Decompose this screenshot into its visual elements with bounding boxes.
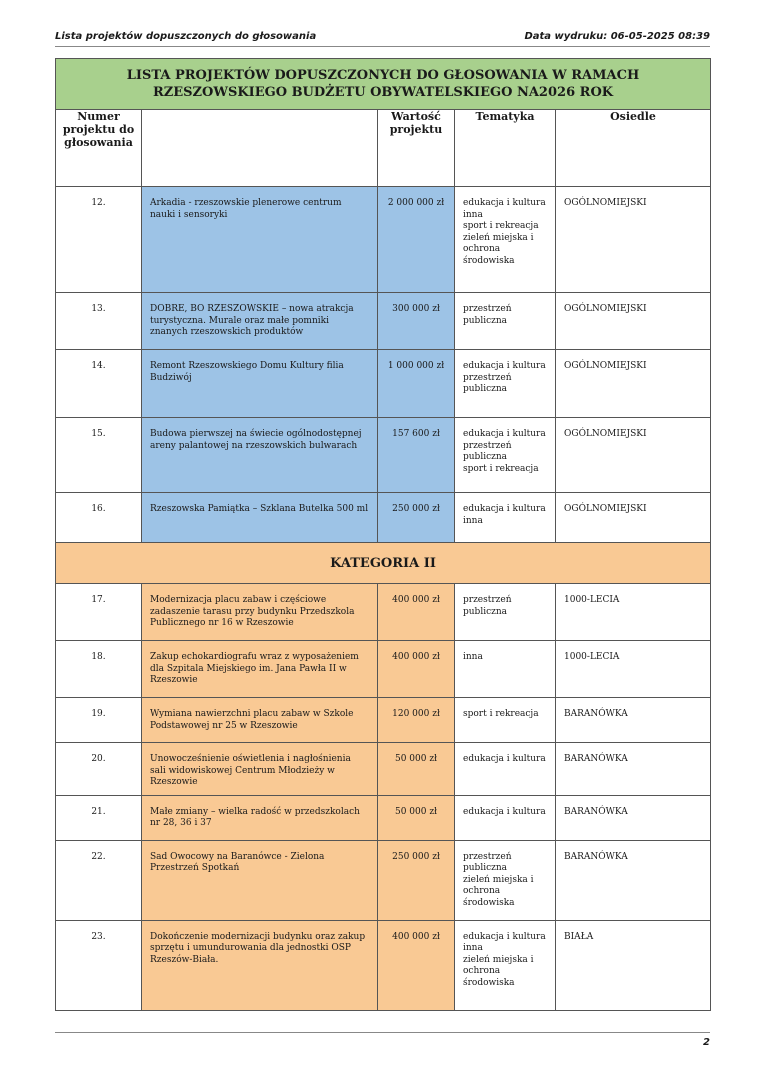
project-number: 21. xyxy=(56,795,142,840)
table-title: LISTA PROJEKTÓW DOPUSZCZONYCH DO GŁOSOWANIA W RAMACH RZESZOWSKIEGO BUDŻETU OBYWATELSKIEGO NA2026 ROK xyxy=(56,59,711,110)
project-value: 50 000 zł xyxy=(378,795,455,840)
topic-item: inna xyxy=(463,652,483,662)
table-row xyxy=(56,795,711,840)
project-name: Zakup echokardiografu wraz z wyposażeniem dla Szpitala Miejskiego im. Jana Pawła II w Rzeszowie xyxy=(142,641,378,698)
project-number: 20. xyxy=(56,743,142,796)
topic-item: przestrzeń publiczna xyxy=(463,440,512,462)
project-topics xyxy=(455,743,556,796)
project-value: 1 000 000 zł xyxy=(378,350,455,418)
project-number: 18. xyxy=(56,641,142,698)
topic-item: przestrzeń publiczna xyxy=(463,372,512,394)
project-name: Wymiana nawierzchni placu zabaw w Szkole Podstawowej nr 25 w Rzeszowie xyxy=(142,698,378,743)
project-name: Arkadia - rzeszowskie plenerowe centrum nauki i sensoryki xyxy=(142,187,378,293)
project-name: Rzeszowska Pamiątka – Szklana Butelka 500 ml xyxy=(142,493,378,543)
project-value: 400 000 zł xyxy=(378,920,455,1010)
col-value-header: Wartość projektu xyxy=(378,110,455,187)
topic-item: przestrzeń publiczna xyxy=(463,595,512,617)
category-label: KATEGORIA II xyxy=(56,543,711,584)
project-name: Modernizacja placu zabaw i częściowe zadaszenie tarasu przy budynku Przedszkola Publicznego nr 16 w Rzeszowie xyxy=(142,584,378,641)
topic-item: przestrzeń publiczna xyxy=(463,304,512,326)
project-number: 15. xyxy=(56,418,142,493)
project-topics xyxy=(455,795,556,840)
project-value: 157 600 zł xyxy=(378,418,455,493)
project-number: 22. xyxy=(56,840,142,920)
project-number: 16. xyxy=(56,493,142,543)
column-headers xyxy=(56,110,711,187)
project-topics xyxy=(455,641,556,698)
project-value: 2 000 000 zł xyxy=(378,187,455,293)
project-topics xyxy=(455,493,556,543)
topic-item: edukacja i kultura xyxy=(463,931,546,942)
topic-item: edukacja i kultura xyxy=(463,429,546,439)
table-row xyxy=(56,293,711,350)
project-number: 19. xyxy=(56,698,142,743)
project-district: BARANÓWKA xyxy=(556,698,711,743)
table-row xyxy=(56,584,711,641)
col-name-header xyxy=(142,110,378,187)
project-number: 17. xyxy=(56,584,142,641)
project-topics xyxy=(455,584,556,641)
projects-table xyxy=(55,58,711,1011)
project-number: 14. xyxy=(56,350,142,418)
project-value: 50 000 zł xyxy=(378,743,455,796)
project-topics xyxy=(455,418,556,493)
page-header xyxy=(55,31,710,45)
document-title: Lista projektów dopuszczonych do głosowania xyxy=(55,31,317,42)
topic-item: edukacja i kultura xyxy=(463,806,546,817)
category-row xyxy=(56,543,711,584)
table-row xyxy=(56,641,711,698)
project-value: 120 000 zł xyxy=(378,698,455,743)
project-name: Budowa pierwszej na świecie ogólnodostępnej areny palantowej na rzeszowskich bulwarach xyxy=(142,418,378,493)
footer-divider xyxy=(55,1032,710,1033)
table-row xyxy=(56,698,711,743)
project-name: Dokończenie modernizacji budynku oraz zakup sprzętu i umundurowania dla jednostki OSP Rzeszów-Biała. xyxy=(142,920,378,1010)
project-name: Sad Owocowy na Baranówce - Zielona Przestrzeń Spotkań xyxy=(142,840,378,920)
project-district: BARANÓWKA xyxy=(556,795,711,840)
project-district: BARANÓWKA xyxy=(556,743,711,796)
project-topics xyxy=(455,698,556,743)
project-value: 400 000 zł xyxy=(378,584,455,641)
topic-item: inna xyxy=(463,515,483,526)
project-district: OGÓLNOMIEJSKI xyxy=(556,493,711,543)
table-row xyxy=(56,840,711,920)
project-district: BARANÓWKA xyxy=(556,840,711,920)
project-district: 1000-LECIA xyxy=(556,641,711,698)
project-topics xyxy=(455,350,556,418)
topic-item: edukacja i kultura xyxy=(463,361,546,371)
project-district: OGÓLNOMIEJSKI xyxy=(556,293,711,350)
project-district: BIAŁA xyxy=(556,920,711,1010)
topic-item: sport i rekreacja xyxy=(463,709,539,719)
project-district: 1000-LECIA xyxy=(556,584,711,641)
table-row xyxy=(56,418,711,493)
topic-item: edukacja i kultura xyxy=(463,504,546,514)
project-name: Małe zmiany – wielka radość w przedszkolach nr 28, 36 i 37 xyxy=(142,795,378,840)
project-value: 300 000 zł xyxy=(378,293,455,350)
topic-item: edukacja i kultura xyxy=(463,198,546,208)
project-value: 250 000 zł xyxy=(378,493,455,543)
project-district: OGÓLNOMIEJSKI xyxy=(556,350,711,418)
table-row xyxy=(56,350,711,418)
project-district: OGÓLNOMIEJSKI xyxy=(556,187,711,293)
project-number: 13. xyxy=(56,293,142,350)
project-topics xyxy=(455,293,556,350)
table-row xyxy=(56,920,711,1010)
col-number-header: Numer projektu do głosowania xyxy=(56,110,142,187)
print-date: Data wydruku: 06-05-2025 08:39 xyxy=(524,31,710,42)
project-number: 23. xyxy=(56,920,142,1010)
topic-item: przestrzeń publiczna xyxy=(463,851,512,873)
project-name: Remont Rzeszowskiego Domu Kultury filia Budziwój xyxy=(142,350,378,418)
header-divider xyxy=(55,46,710,47)
project-name: Unowocześnienie oświetlenia i nagłośnienia sali widowiskowej Centrum Młodzieży w Rzeszowie xyxy=(142,743,378,796)
topic-item: sport i rekreacja xyxy=(463,221,539,231)
col-district-header: Osiedle xyxy=(556,110,711,187)
table-row xyxy=(56,743,711,796)
topic-item: inna xyxy=(463,943,483,953)
project-district: OGÓLNOMIEJSKI xyxy=(556,418,711,493)
project-name: DOBRE, BO RZESZOWSKIE – nowa atrakcja turystyczna. Murale oraz małe pomniki znanych rzeszowskich produktów xyxy=(142,293,378,350)
project-value: 400 000 zł xyxy=(378,641,455,698)
project-number: 12. xyxy=(56,187,142,293)
project-topics xyxy=(455,187,556,293)
topic-item: sport i rekreacja xyxy=(463,463,539,474)
table-row xyxy=(56,187,711,293)
project-value: 250 000 zł xyxy=(378,840,455,920)
topic-item: zieleń miejska i ochrona środowiska xyxy=(463,874,534,908)
table-row xyxy=(56,493,711,543)
topic-item: zieleń miejska i ochrona środowiska xyxy=(463,232,534,266)
project-topics xyxy=(455,840,556,920)
topic-item: inna xyxy=(463,209,483,220)
page-number: 2 xyxy=(703,1037,710,1048)
topic-item: edukacja i kultura xyxy=(463,754,546,764)
project-topics xyxy=(455,920,556,1010)
col-topic-header: Tematyka xyxy=(455,110,556,187)
topic-item: zieleń miejska i ochrona środowiska xyxy=(463,954,534,988)
